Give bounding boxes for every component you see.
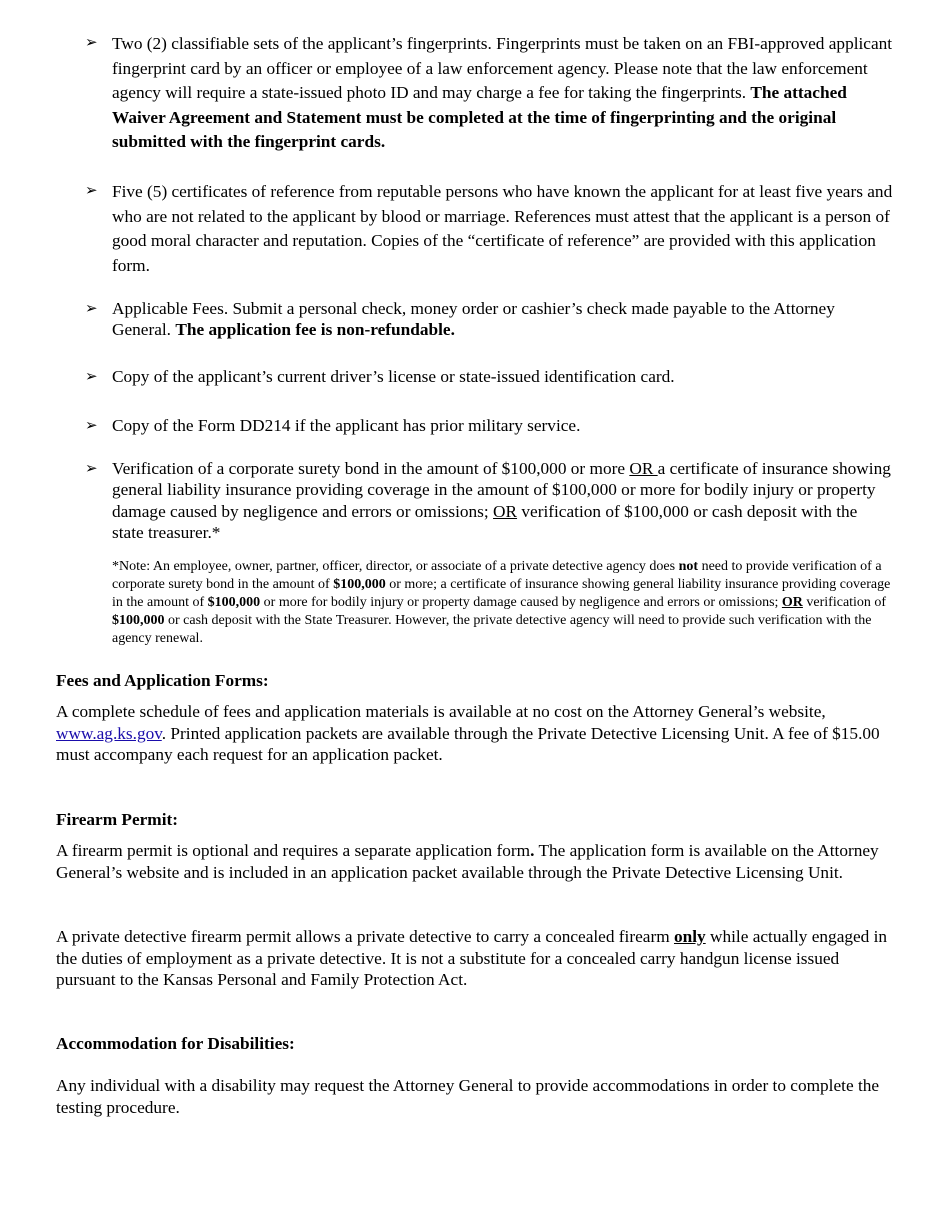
bullet-text: Copy of the Form DD214 if the applicant has prior military service.: [112, 416, 581, 435]
bullet-drivers-license: [85, 366, 893, 387]
bullet-fingerprints: [85, 32, 893, 155]
ag-website-link[interactable]: www.ag.ks.gov: [56, 723, 162, 743]
arrow-bullet-icon: ➢: [85, 369, 98, 385]
bullet-surety-bond: [85, 458, 893, 543]
arrow-bullet-icon: ➢: [85, 418, 98, 434]
bullet-text: Copy of the applicant’s current driver’s license or state-issued identification card.: [112, 367, 675, 386]
firearm-paragraph-1: A firearm permit is optional and requires a separate application form. The application form is available on the Attorney General’s website and is included in an application packet available through the Private Detective Licensing Unit.: [56, 841, 879, 882]
firearm-paragraph-2: A private detective firearm permit allows a private detective to carry a concealed firearm only while actually engaged in the duties of employment as a private detective. It is not a substitute for a concealed carry handgun license issued pursuant to the Kansas Personal and Family Protection Act.: [56, 927, 888, 989]
arrow-bullet-icon: ➢: [85, 301, 98, 317]
firearm-heading: Firearm Permit:: [56, 810, 179, 829]
accommodation-paragraph: Any individual with a disability may request the Attorney General to provide accommodations in order to complete the testing procedure.: [56, 1076, 880, 1117]
bullet-dd214: [85, 415, 893, 436]
arrow-bullet-icon: ➢: [85, 35, 98, 51]
fees-paragraph: A complete schedule of fees and application materials is available at no cost on the Attorney General’s website, www.ag.ks.gov. Printed application packets are available through the Private Detective Licensing Unit. A fee of $15.00 must accompany each request for an application packet.: [56, 702, 880, 764]
arrow-bullet-icon: ➢: [85, 461, 98, 477]
bullet-fees: [85, 298, 893, 341]
fees-heading: Fees and Application Forms:: [56, 671, 269, 690]
bullet-text: Five (5) certificates of reference from reputable persons who have known the applicant for at least five years and who are not related to the applicant by blood or marriage. References must attest that the applicant is a person of good moral character and reputation. Copies of the “certificate of reference” are provided with this application form.: [112, 182, 893, 275]
surety-note: *Note: An employee, owner, partner, officer, director, or associate of a private detective agency does not need to provide verification of a corporate surety bond in the amount of $100,000 or more; a certificate of insurance showing general liability insurance providing coverage in the amount of $100,000 or more for bodily injury or property damage caused by negligence and errors or omissions; OR verification of $100,000 or cash deposit with the State Treasurer. However, the private detective agency will need to provide such verification with the agency renewal.: [112, 559, 891, 646]
bullet-references: [85, 180, 893, 278]
arrow-bullet-icon: ➢: [85, 183, 98, 199]
bullet-text: Applicable Fees. Submit a personal check, money order or cashier’s check made payable to the Attorney General. The application fee is non-refundable.: [112, 299, 835, 340]
bullet-text: Two (2) classifiable sets of the applicant’s fingerprints. Fingerprints must be taken on an FBI-approved applicant fingerprint card by an officer or employee of a law enforcement agency. Please note that the law enforcement agency will require a state-issued photo ID and may charge a fee for taking the fingerprints. The attached Waiver Agreement and Statement must be completed at the time of fingerprinting and the original submitted with the fingerprint cards.: [112, 34, 893, 152]
accommodation-heading: Accommodation for Disabilities:: [56, 1034, 295, 1053]
bullet-text: Verification of a corporate surety bond in the amount of $100,000 or more OR a certificate of insurance showing general liability insurance providing coverage in the amount of $100,000 or more for bodily injury or property damage caused by negligence and errors or omissions; OR verification of $100,000 or cash deposit with the state treasurer.*: [112, 459, 891, 542]
